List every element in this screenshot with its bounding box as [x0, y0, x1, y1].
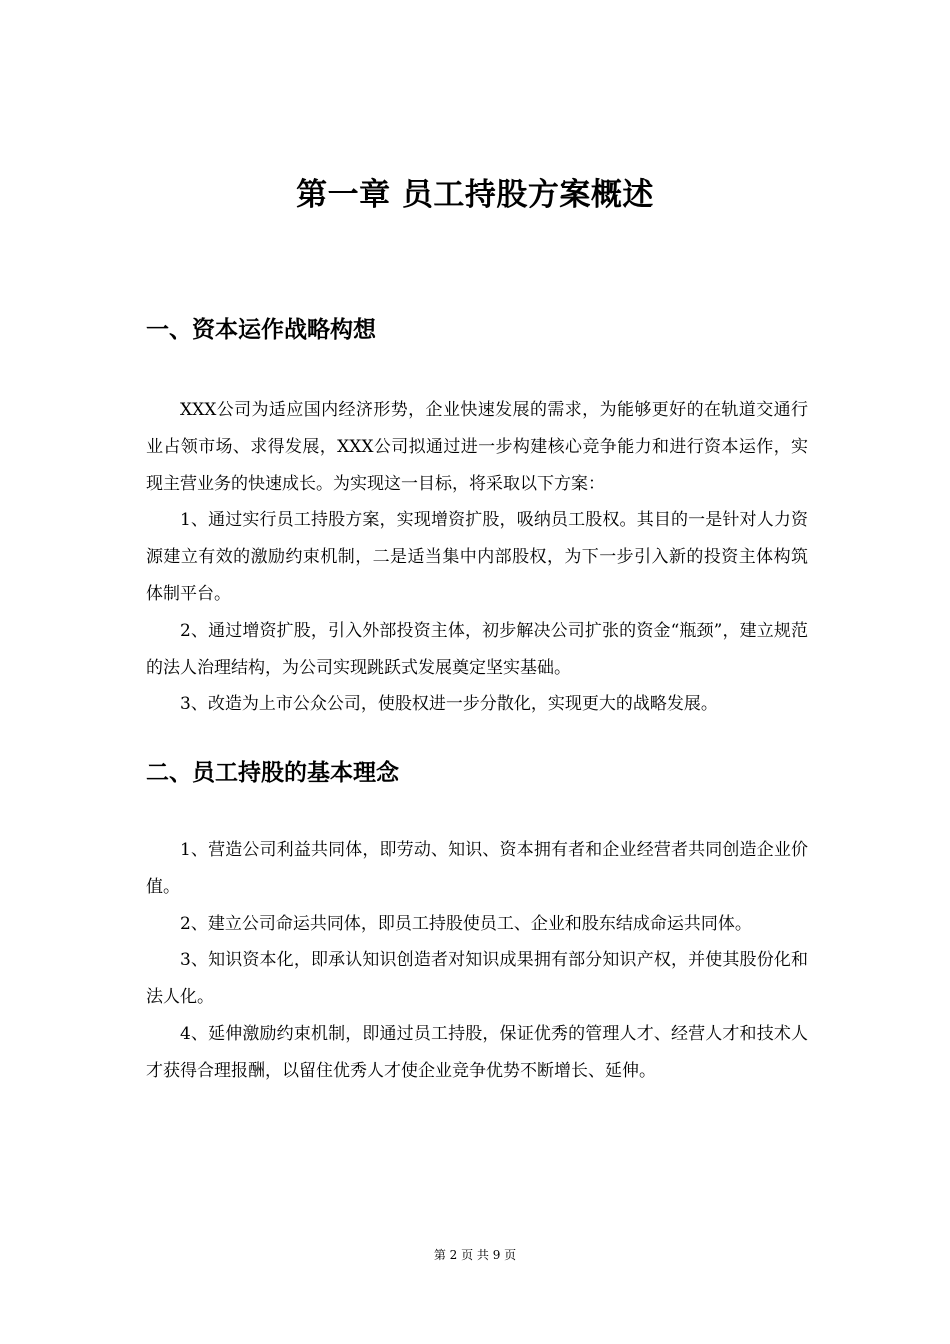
paragraph: 2、通过增资扩股，引入外部投资主体，初步解决公司扩张的资金“瓶颈”，建立规范的法人治理结构，为公司实现跳跃式发展奠定坚实基础。 [146, 620, 808, 678]
section-heading-basic-concepts: 二、员工持股的基本理念 [146, 760, 399, 786]
paragraph: 3、改造为上市公众公司，使股权进一步分散化，实现更大的战略发展。 [180, 694, 718, 715]
paragraph: 1、营造公司利益共同体，即劳动、知识、资本拥有者和企业经营者共同创造企业价值。 [146, 840, 808, 897]
paragraph: XXX公司为适应国内经济形势，企业快速发展的需求，为能够更好的在轨道交通行业占领市场、求得发展，XXX公司拟通过进一步构建核心竞争能力和进行资本运作，实现主营业务的快速成长。为实现这一目标，将采取以下方案： [146, 400, 808, 494]
page-number-footer: 第 2 页 共 9 页 [433, 1248, 517, 1262]
paragraph: 2、建立公司命运共同体，即员工持股使员工、企业和股东结成命运共同体。 [180, 913, 752, 934]
paragraph: 1、通过实行员工持股方案，实现增资扩股，吸纳员工股权。其目的一是针对人力资源建立有效的激励约束机制，二是适当集中内部股权，为下一步引入新的投资主体构筑体制平台。 [146, 510, 808, 604]
paragraph: 4、延伸激励约束机制，即通过员工持股，保证优秀的管理人才、经营人才和技术人才获得合理报酬，以留住优秀人才使企业竞争优势不断增长、延伸。 [146, 1023, 808, 1081]
chapter-title: 第一章 员工持股方案概述 [296, 177, 654, 213]
section-body-basic-concepts [146, 832, 808, 1090]
section-body-capital-strategy [146, 392, 808, 723]
section-heading-capital-strategy: 一、资本运作战略构想 [146, 317, 376, 343]
paragraph: 3、知识资本化，即承认知识创造者对知识成果拥有部分知识产权，并使其股份化和法人化。 [146, 950, 808, 1008]
